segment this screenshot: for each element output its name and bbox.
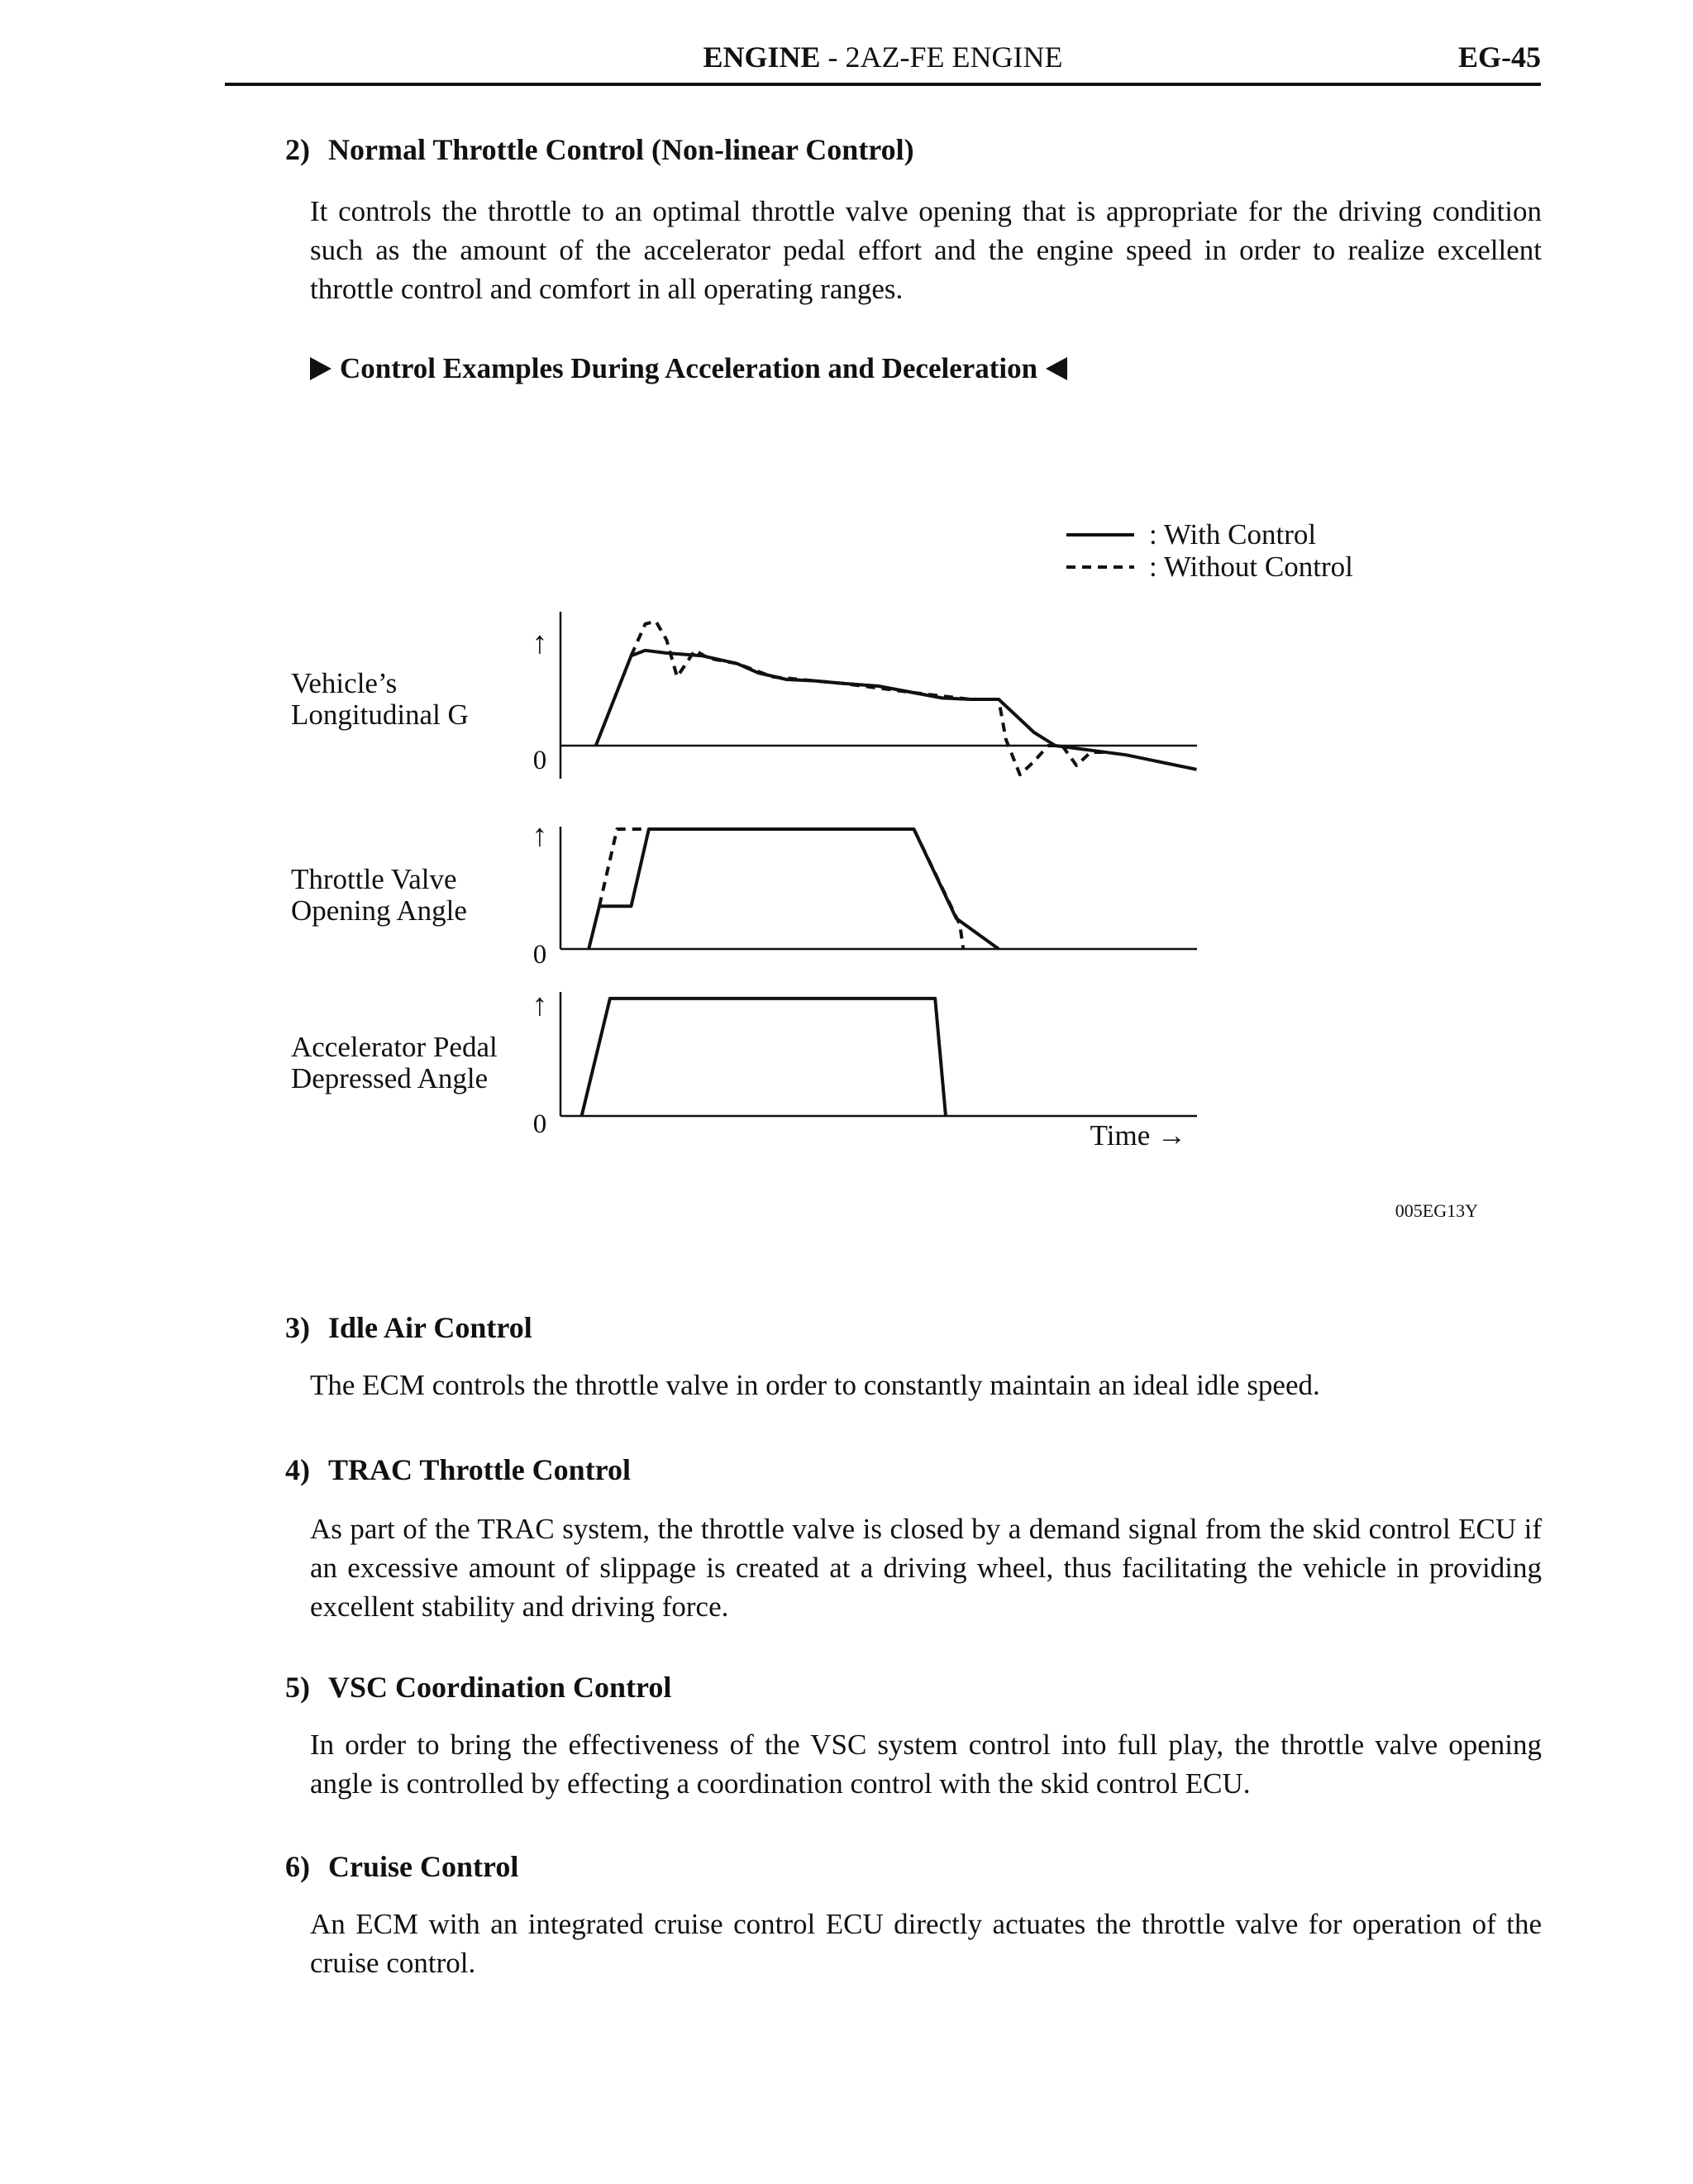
panel-throttle-angle bbox=[291, 818, 1197, 970]
series-line-with-control bbox=[596, 651, 1197, 770]
up-arrow-icon: ↑ bbox=[532, 988, 548, 1023]
section-heading-3 bbox=[285, 1310, 532, 1345]
x-axis-label: Time → bbox=[1090, 1119, 1186, 1152]
panel-longitudinal-g bbox=[291, 612, 1197, 779]
section-title: Cruise Control bbox=[328, 1850, 519, 1883]
header-rule bbox=[225, 83, 1541, 86]
figure-caption bbox=[310, 352, 1067, 385]
section-number: 2) bbox=[285, 133, 310, 166]
panel-accelerator-angle bbox=[291, 988, 1197, 1139]
header-title-bold: ENGINE bbox=[703, 41, 821, 74]
legend-label-with-control: : With Control bbox=[1149, 518, 1317, 551]
section-title: Normal Throttle Control (Non-linear Control) bbox=[328, 133, 914, 166]
panel-1-ylabel-line-2: Longitudinal G bbox=[291, 699, 469, 731]
page-header bbox=[225, 40, 1541, 89]
panel-3-series bbox=[582, 999, 946, 1116]
section-number: 5) bbox=[285, 1671, 310, 1704]
section-body-5: In order to bring the effectiveness of the VSC system control into full play, the throttle valve opening angle is controlled by effecting a coordination control with the skid control ECU. bbox=[310, 1729, 1542, 1800]
section-heading-6 bbox=[285, 1849, 518, 1884]
up-arrow-icon: ↑ bbox=[532, 626, 548, 660]
panel-2-ylabel-line-1: Throttle Valve bbox=[291, 863, 457, 895]
panel-3-ylabel-line-1: Accelerator Pedal bbox=[291, 1031, 498, 1063]
panel-3-ylabel-line-2: Depressed Angle bbox=[291, 1062, 489, 1094]
panel-2-ylabel-line-2: Opening Angle bbox=[291, 894, 467, 927]
panel-1-zero-label: 0 bbox=[532, 746, 547, 775]
header-title bbox=[225, 40, 1541, 74]
section-heading-4 bbox=[285, 1452, 631, 1487]
section-title: TRAC Throttle Control bbox=[328, 1453, 632, 1486]
legend-label-without-control: : Without Control bbox=[1149, 551, 1353, 583]
page-number: EG-45 bbox=[1457, 41, 1541, 74]
panel-2-series bbox=[589, 829, 999, 949]
series-line-without-control bbox=[632, 622, 1105, 775]
series-line-without-control bbox=[599, 829, 963, 949]
series-line-with-control bbox=[589, 829, 999, 949]
section-number: 3) bbox=[285, 1311, 310, 1344]
figure-caption-text: Control Examples During Acceleration and Deceleration bbox=[340, 352, 1038, 384]
chart-legend bbox=[1066, 518, 1353, 583]
figure-code: 005EG13Y bbox=[1395, 1200, 1478, 1221]
section-body-6: An ECM with an integrated cruise control ECU directly actuates the throttle valve for operation of the cruise control. bbox=[310, 1908, 1542, 1979]
section-heading-5 bbox=[285, 1670, 671, 1705]
panel-1-series bbox=[596, 622, 1197, 775]
section-number: 6) bbox=[285, 1850, 310, 1883]
throttle-control-chart bbox=[0, 496, 1693, 1240]
section-body-3: The ECM controls the throttle valve in order to constantly maintain an ideal idle speed. bbox=[310, 1369, 1320, 1401]
panel-1-ylabel-line-1: Vehicle’s bbox=[291, 667, 398, 699]
section-title: VSC Coordination Control bbox=[328, 1671, 672, 1704]
header-title-rest: - 2AZ-FE ENGINE bbox=[820, 41, 1063, 74]
up-arrow-icon: ↑ bbox=[532, 818, 548, 853]
section-heading-2 bbox=[285, 132, 914, 167]
section-body-2: It controls the throttle to an optimal throttle valve opening that is appropriate for the driving condition such as the amount of the accelerator pedal effort and the engine speed in order to realize excellent throttle control and comfort in all operating ranges. bbox=[310, 195, 1542, 305]
panel-2-zero-label: 0 bbox=[532, 940, 547, 970]
section-number: 4) bbox=[285, 1453, 310, 1486]
triangle-left-icon bbox=[1046, 357, 1067, 380]
triangle-right-icon bbox=[310, 357, 331, 380]
section-title: Idle Air Control bbox=[328, 1311, 532, 1344]
panel-3-zero-label: 0 bbox=[532, 1109, 547, 1139]
section-body-4: As part of the TRAC system, the throttle valve is closed by a demand signal from the skid control ECU if an excessive amount of slippage is created at a driving wheel, thus facilitating the vehicle in providing excellent stability and driving force. bbox=[310, 1513, 1542, 1623]
series-line-with-control bbox=[582, 999, 946, 1116]
